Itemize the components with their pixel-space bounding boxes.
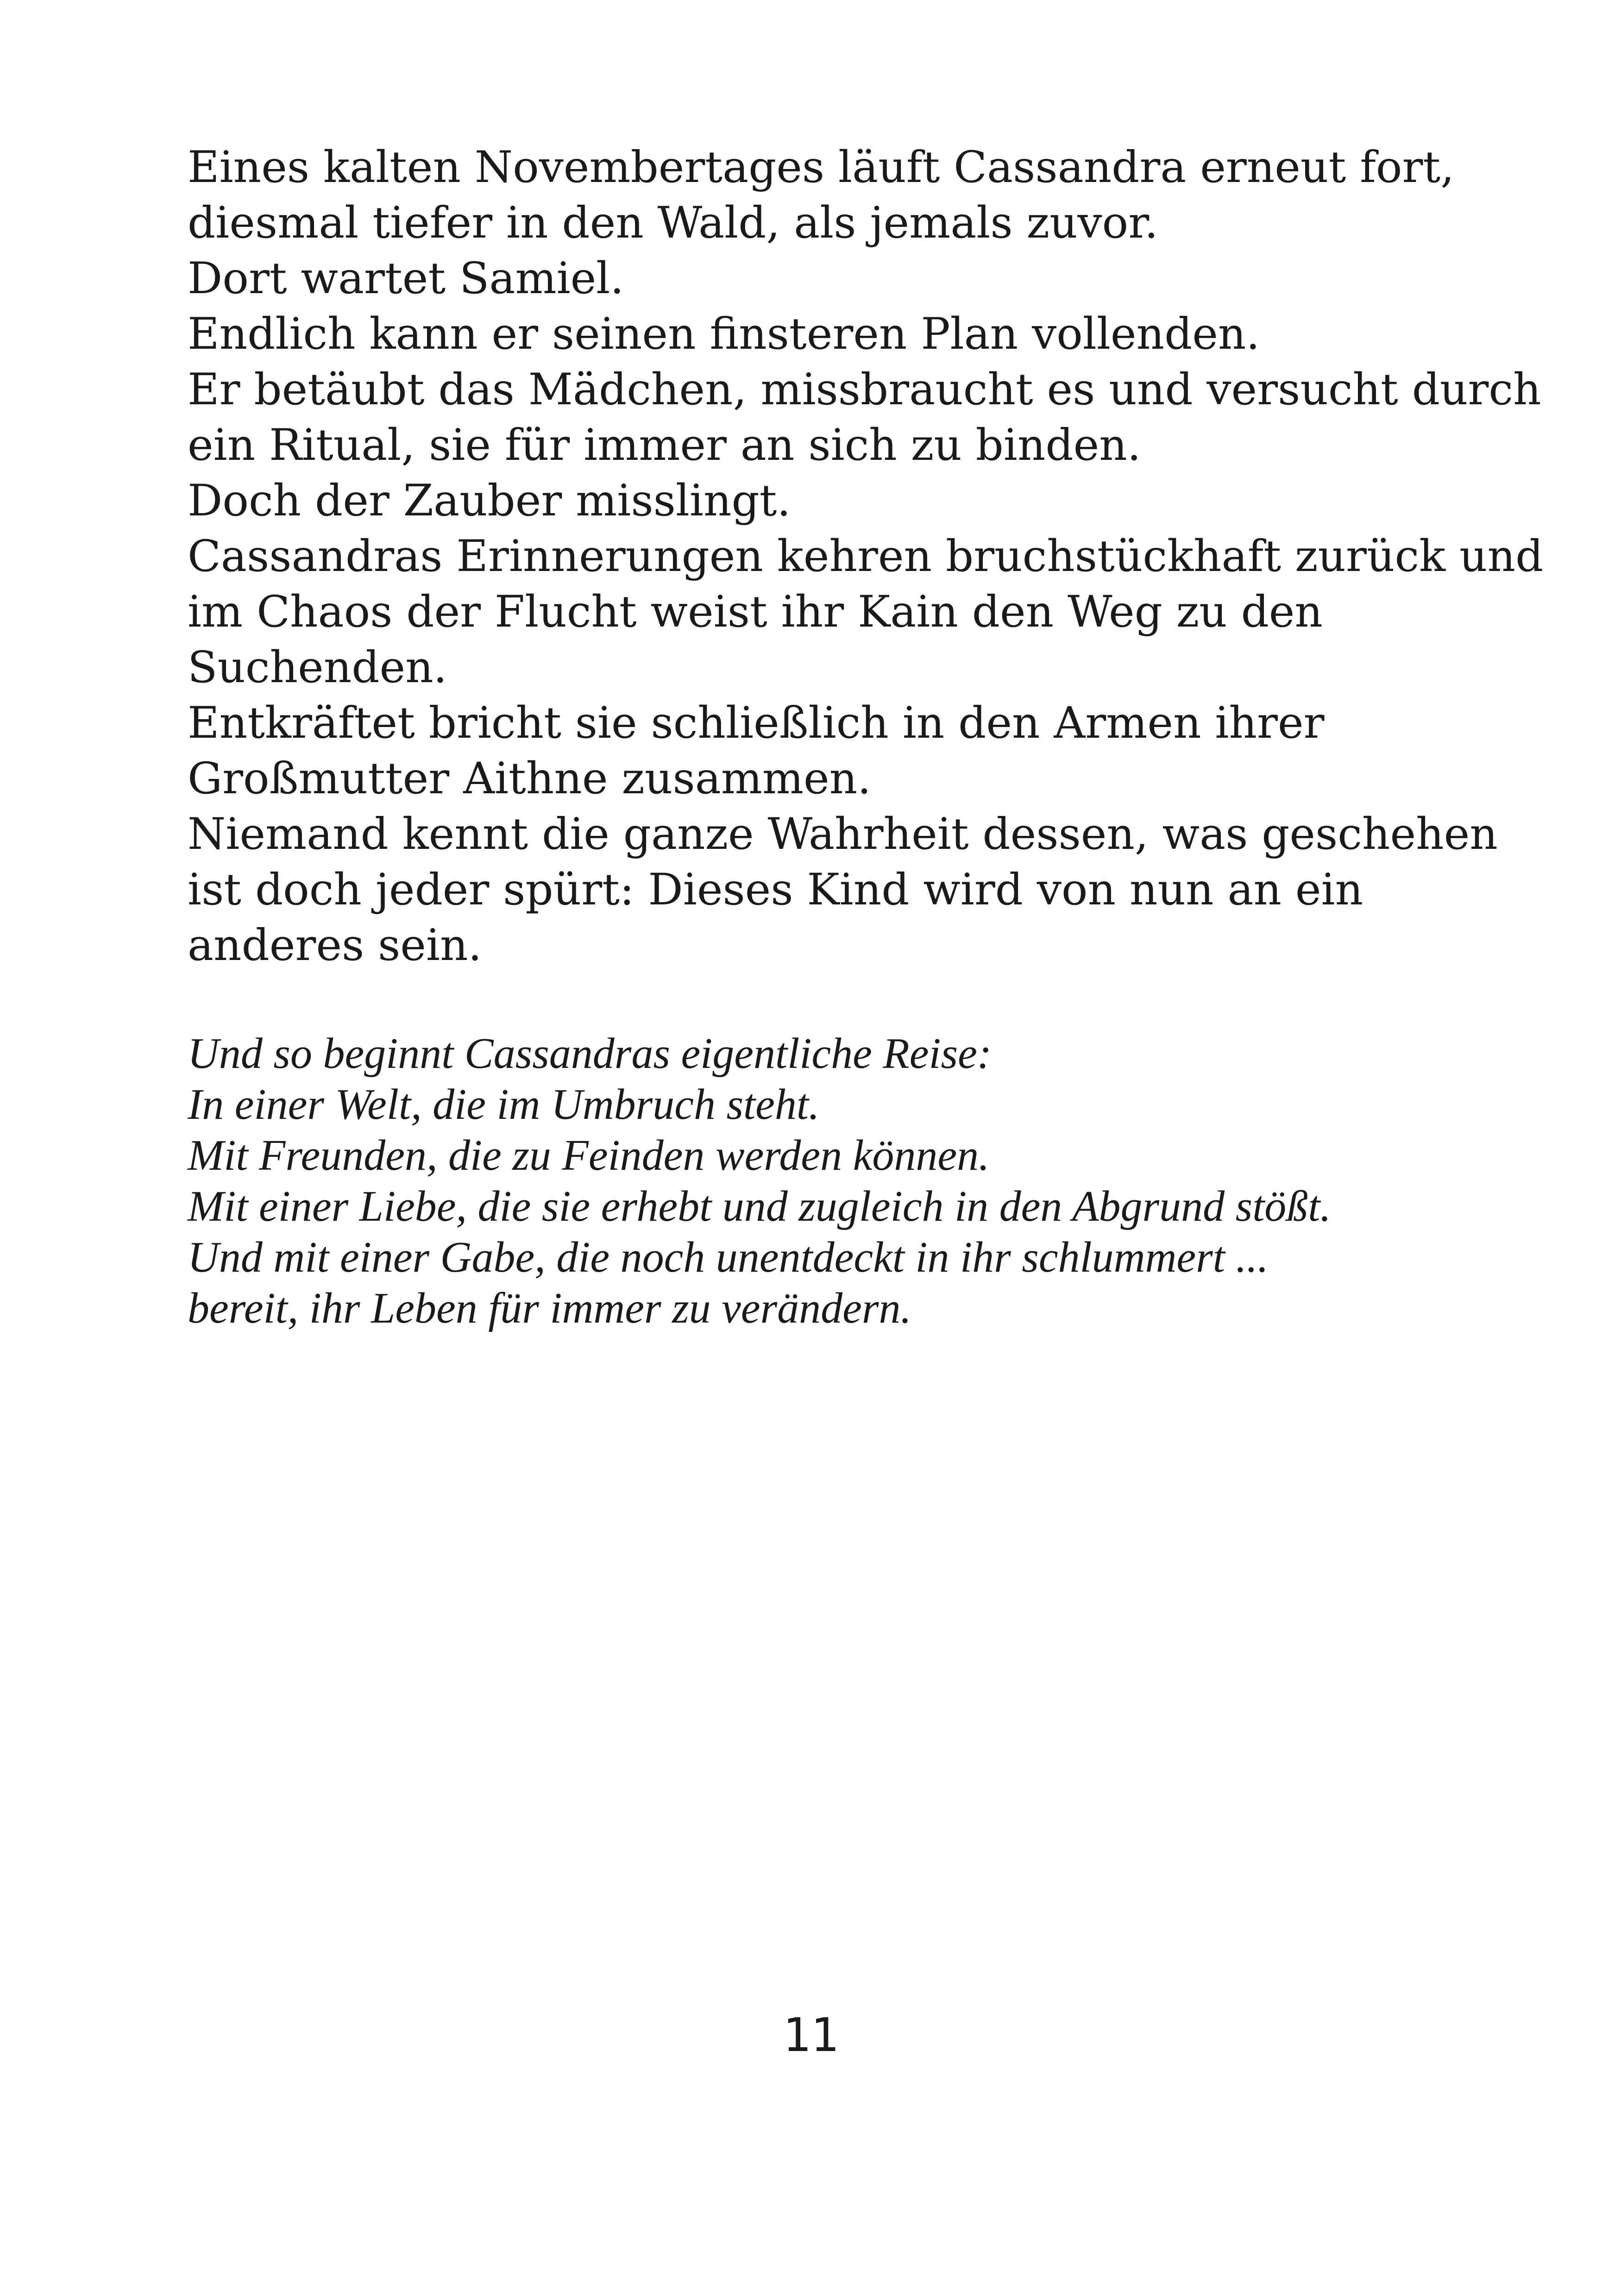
body-line: Großmutter Aithne zusammen. [188, 753, 872, 804]
body-line: ist doch jeder spürt: Dieses Kind wird von nun an ein [188, 865, 1363, 915]
body-line: Dort wartet Samiel. [188, 253, 624, 304]
page-number: 11 [782, 2008, 839, 2062]
body-line: Suchenden. [188, 642, 447, 693]
body-line: Endlich kann er seinen finsteren Plan vollenden. [188, 309, 1260, 359]
italic-line: Und so beginnt Cassandras eigentliche Reise: [188, 1029, 992, 1078]
italic-line: Und mit einer Gabe, die noch unentdeckt in ihr schlummert ... [188, 1233, 1269, 1281]
italic-epilogue [188, 1028, 1531, 1334]
body-line: im Chaos der Flucht weist ihr Kain den Weg zu den [188, 587, 1323, 637]
body-line: Cassandras Erinnerungen kehren bruchstückhaft zurück und [188, 531, 1544, 582]
body-line: Eines kalten Novembertages läuft Cassandra erneut fort, [188, 142, 1455, 193]
body-line: anderes sein. [188, 920, 482, 971]
italic-line: bereit, ihr Leben für immer zu verändern. [188, 1284, 911, 1332]
italic-line: Mit Freunden, die zu Feinden werden können. [188, 1131, 990, 1179]
italic-line: In einer Welt, die im Umbruch steht. [188, 1080, 820, 1129]
italic-line: Mit einer Liebe, die sie erhebt und zugleich in den Abgrund stößt. [188, 1182, 1331, 1230]
body-line: diesmal tiefer in den Wald, als jemals zuvor. [188, 198, 1158, 248]
body-line: Er betäubt das Mädchen, missbraucht es und versucht durch [188, 364, 1541, 415]
body-text [188, 140, 1544, 973]
body-line: Entkräftet bricht sie schließlich in den Armen ihrer [188, 698, 1325, 748]
body-line: Niemand kennt die ganze Wahrheit dessen, was geschehen [188, 809, 1498, 859]
body-line: ein Ritual, sie für immer an sich zu binden. [188, 420, 1141, 470]
body-line: Doch der Zauber misslingt. [188, 476, 791, 526]
